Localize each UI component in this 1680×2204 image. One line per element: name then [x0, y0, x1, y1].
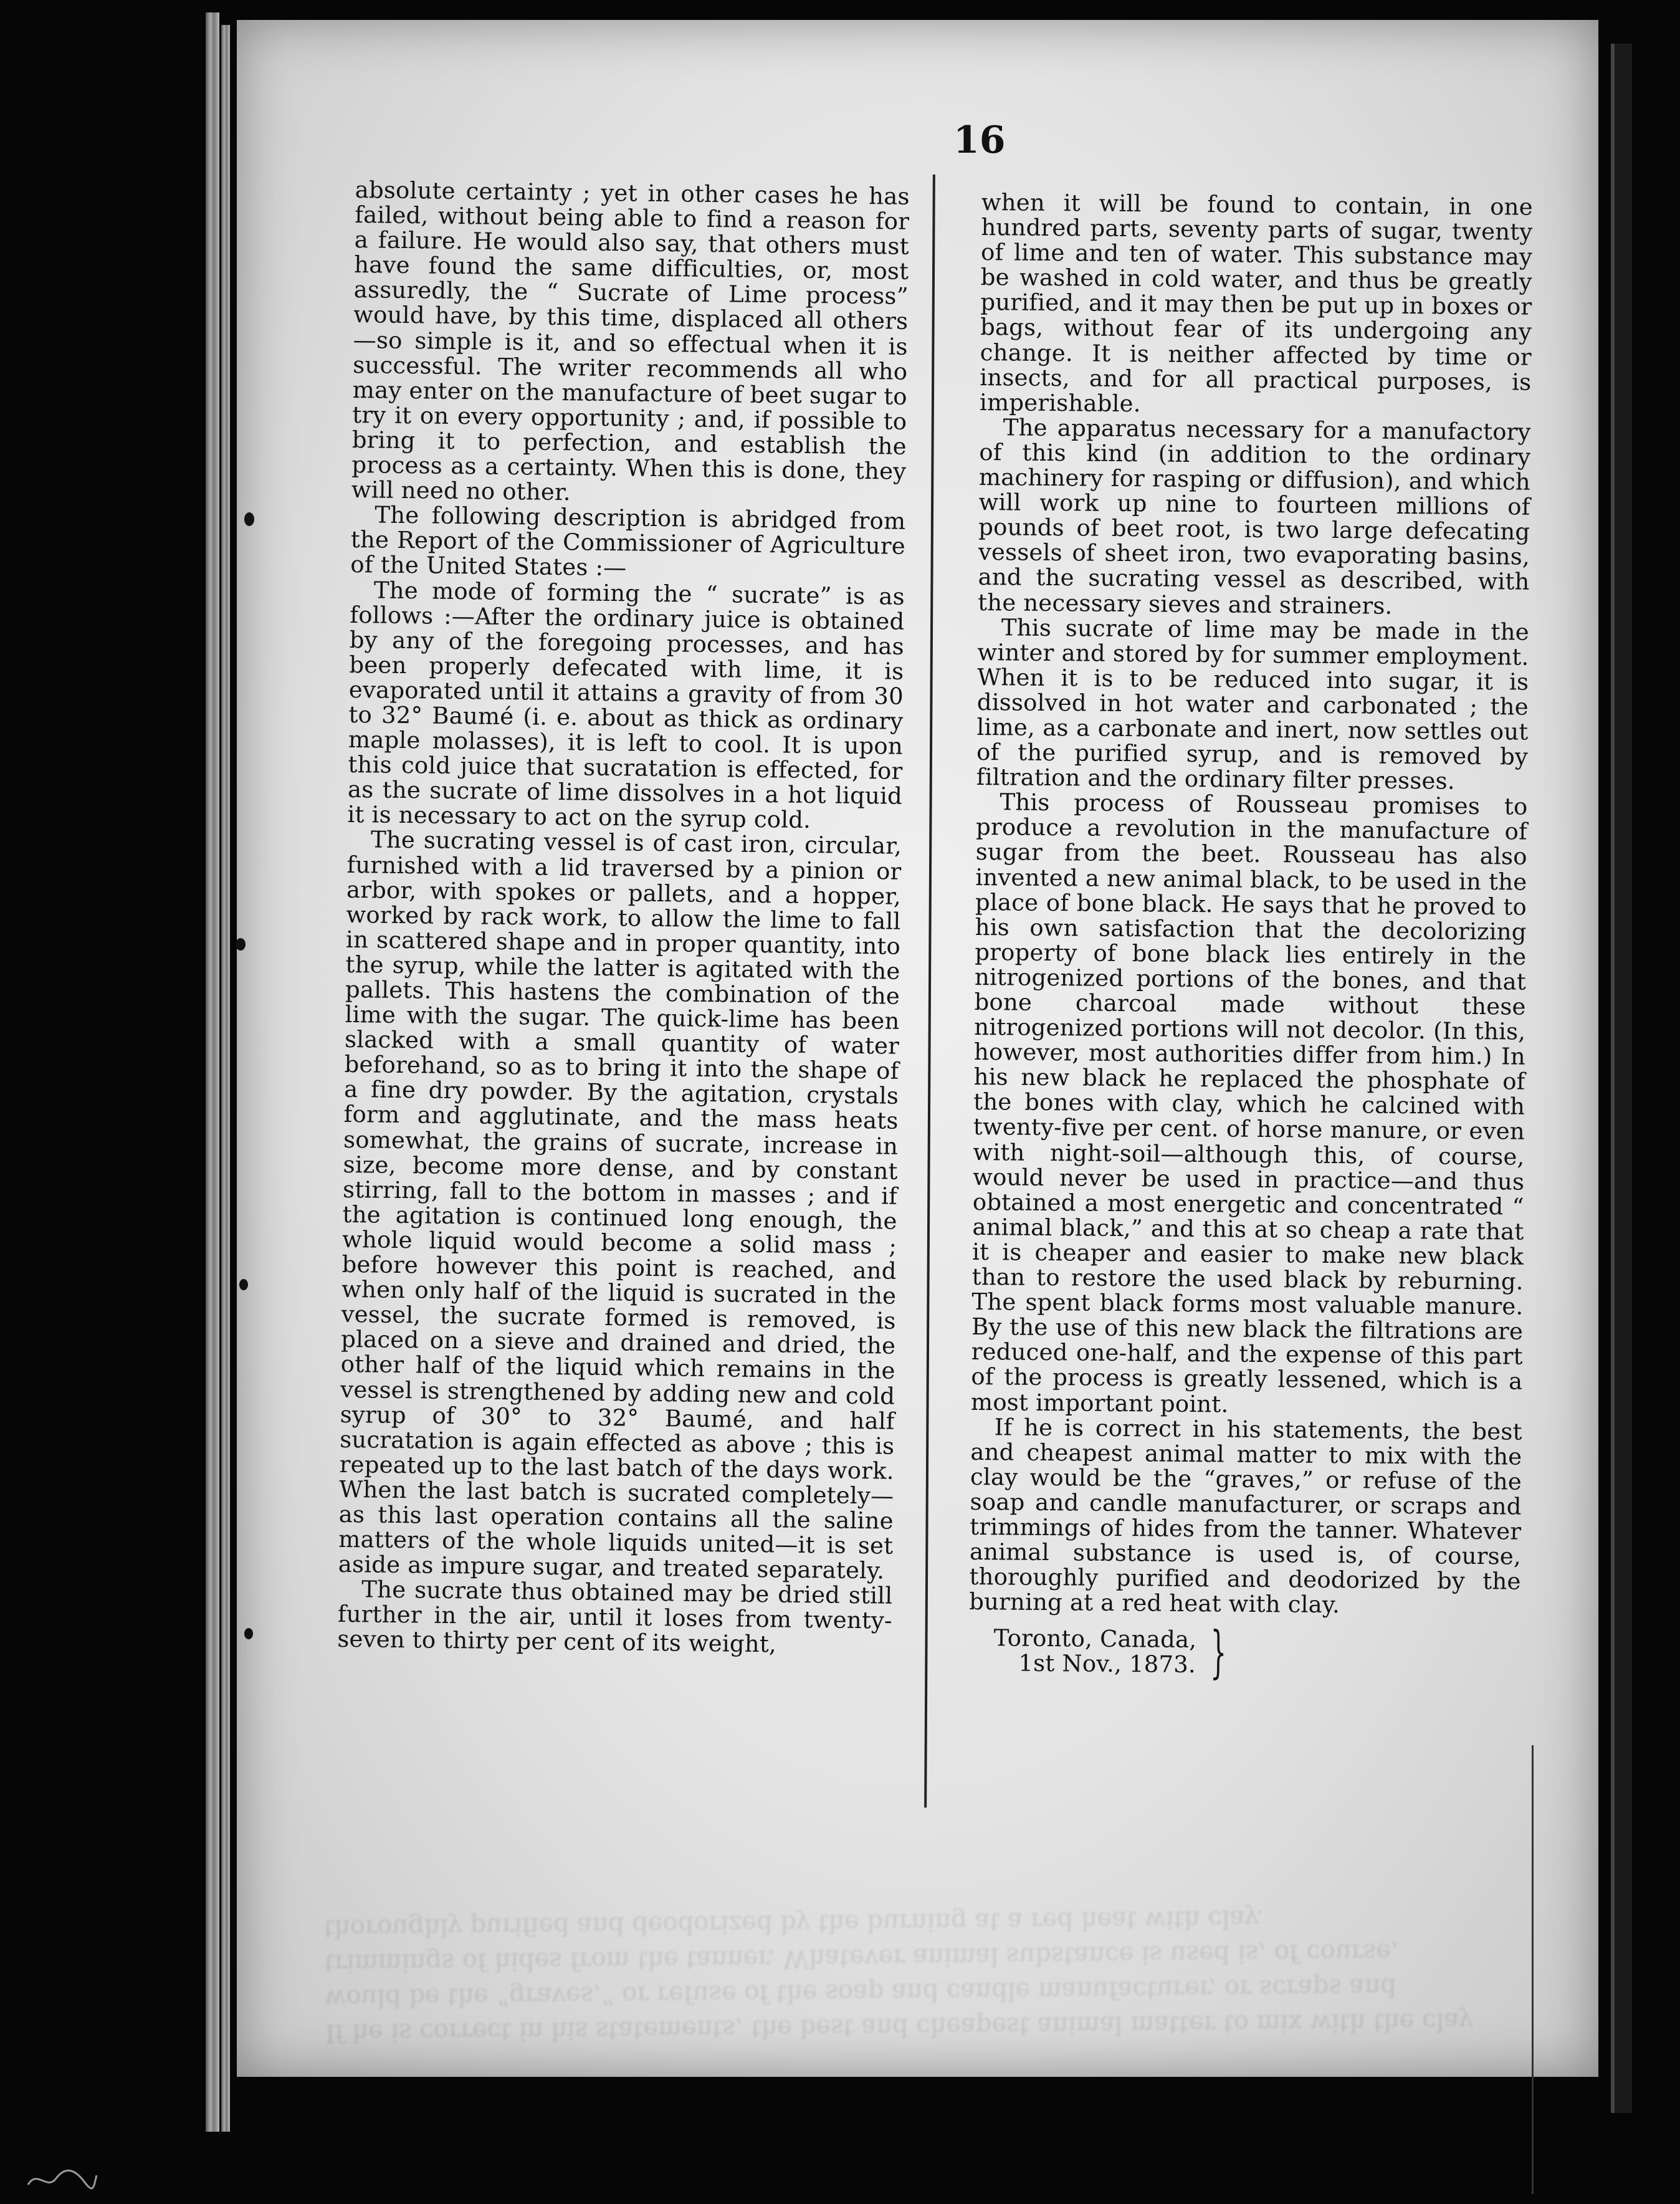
ink-speck	[244, 512, 254, 526]
bleed-through-line: If he is correct in his statements, the best and cheapest animal matter to mix with the clay would be the “graves,” or refuse of the soap and candle manufacturer, or scraps and trimmings of hides from the tanner. Whatever animal substance is used is, of course, thoroughly purified and deodorized by the burning at a red heat with clay.	[323, 1904, 1474, 2048]
paragraph: The apparatus necessary for a manufactory of this kind (in addition to the ordinary machinery for rasping or diffusion), and which will work up nine to fourteen millions of pounds of beet root, is two large defecating vessels of sheet iron, two evaporating basins, and the sucrating vessel as described, with the necessary sieves and strainers.	[978, 414, 1531, 620]
paragraph: The sucrating vessel is of cast iron, circular, furnished with a lid traversed by a pinion or arbor, with spokes or pallets, and a hopper, worked by rack work, to allow the lime to fall in scattered shape and in proper quantity, into the syrup, while the latter is agitated with the pallets. This hastens the combination of the lime with the sugar. The quick-lime has been slacked with a small quantity of water beforehand, so as to bring it into the shape of a fine dry powder. By the agitation, crystals form and agglutinate, and the mass heats somewhat, the grains of sucrate, increase in size, become more dense, and by constant stirring, fall to the bottom in masses ; and if the agitation is continued long enough, the whole liquid would become a solid mass ; before however this point is reached, and when only half of the liquid is sucrated in the vessel, the sucrate formed is removed, is placed on a sieve and drained and dried, the other half of the liquid which remains in the vessel is strengthened by adding new and cold syrup of 30° to 32° Baumé, and half sucratation is again effected as above ; this is repeated up to the last batch of the days work. When the last batch is sucrated completely—as this last operation contains all the saline matters of the whole liquids united—it is set aside as impure sugar, and treated separately.	[338, 826, 902, 1584]
signature-block	[968, 1619, 1520, 1685]
right-margin-rule	[1532, 1745, 1534, 2194]
scribble-mark	[25, 2163, 100, 2194]
ink-speck	[236, 938, 246, 951]
paragraph: absolute certainty ; yet in other cases he has failed, without being able to find a reason for a failure. He would also say, that others must have found the same difficulties, or, most assuredly, the “ Sucrate of Lime process” would have, by this time, displaced all others—so simple is it, and so effectual when it is successful. The writer recommends all who may enter on the manufacture of beet sugar to try it on every opportunity ; and, if possible to bring it to perfection, and establish the process as a certainty. When this is done, they will need no other.	[351, 176, 910, 506]
paragraph: This process of Rousseau promises to produce a revolution in the manufacture of sugar from the beet. Rousseau has also invented a new animal black, to be used in the place of bone black. He says that he proved to his own satisfaction that the decolorizing property of bone black lies entirely in the nitrogenized portions of the bones, and that bone charcoal made without these nitrogenized portions will not decolor. (In this, however, most authorities differ from him.) In his new black he replaced the phosphate of the bones with clay, which he calcined with twenty-five per cent. of horse manure, or even with night-soil—although this, of course, would never be used in practice—and thus obtained a most energetic and concentrated “ animal black,” and this at so cheap a rate that it is cheaper and easier to make new black than to restore the used black by reburning. The spent black forms most valuable manure. By the use of this new black the filtrations are reduced one-half, and the expense of this part of the process is greatly lessened, which is a most important point.	[970, 788, 1528, 1418]
right-column	[968, 189, 1533, 1685]
page-edge-strip	[206, 12, 219, 2132]
signature-place: Toronto, Canada,	[993, 1624, 1197, 1654]
paragraph: If he is correct in his statements, the best and cheapest animal matter to mix with the clay would be the “graves,” or refuse of the soap and candle manufacturer, or scraps and trimmings of hides from the tanner. Whatever animal substance is used is, of course, thoroughly purified and deodorized by the burning at a red heat with clay.	[969, 1413, 1522, 1619]
signature-date: 1st Nov., 1873.	[1018, 1650, 1196, 1679]
ink-speck	[239, 1279, 248, 1290]
paragraph: This sucrate of lime may be made in the winter and stored by for summer employment. When it is to be reduced into sugar, it is dissolved in hot water and carbonated ; the lime, as a carbonate and inert, now settles out of the purified syrup, and is removed by filtration and the ordinary filter presses.	[976, 613, 1530, 795]
adjacent-page-edge	[1611, 44, 1632, 2113]
page-edge-strip	[221, 25, 230, 2132]
paragraph: when it will be found to contain, in one hundred parts, seventy parts of sugar, twenty of lime and ten of water. This substance may be washed in cold water, and thus be greatly purified, and it may then be put up in boxes or bags, without fear of its undergoing any change. It is neither affected by time or insects, and for all practical purposes, is imperishable.	[979, 189, 1533, 417]
bleed-through-text	[323, 1789, 1509, 2051]
brace-icon: }	[1210, 1619, 1227, 1685]
ink-speck	[244, 1628, 253, 1639]
paragraph: The mode of forming the “ sucrate” is as follows :—After the ordinary juice is obtained by any of the foregoing processes, and has been properly defecated with lime, it is evaporated until it attains a gravity of from 30 to 32° Baumé (i. e. about as thick as ordinary maple molasses), it is left to cool. It is upon this cold juice that sucratation is effected, for as the sucrate of lime dissolves in a hot liquid it is necessary to act on the syrup cold.	[347, 576, 905, 834]
paragraph: The sucrate thus obtained may be dried still further in the air, until it loses from twenty-seven to thirty per cent of its weight,	[337, 1576, 893, 1658]
left-column	[337, 178, 910, 1659]
page-number: 16	[953, 118, 1006, 162]
paragraph: The following description is abridged from the Report of the Commissioner of Agriculture of the United States :—	[350, 501, 906, 582]
